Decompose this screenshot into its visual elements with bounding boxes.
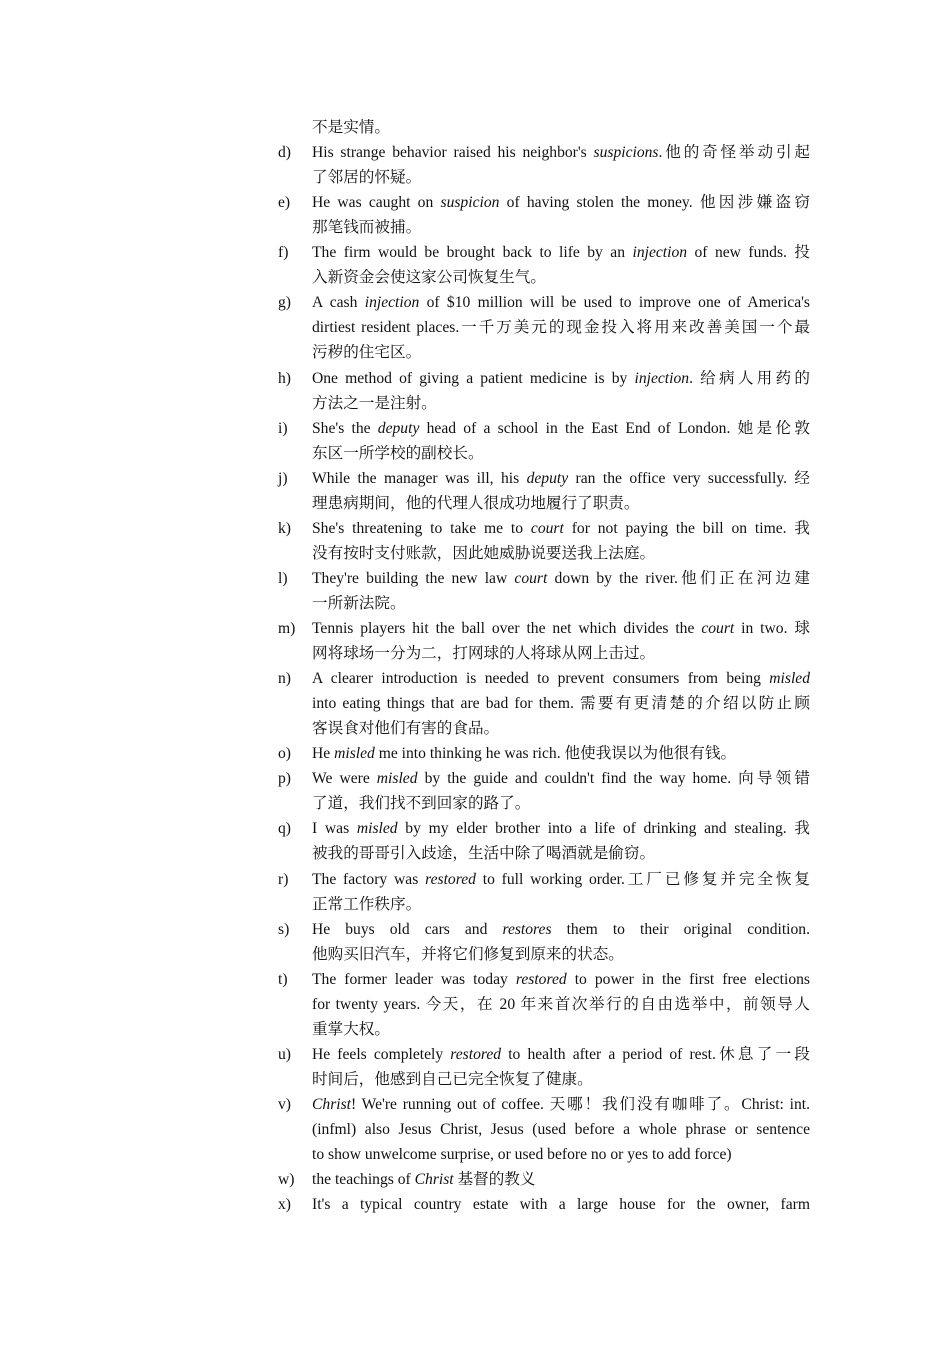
italic-keyword: injection	[634, 370, 690, 387]
item-text-line	[312, 140, 810, 165]
italic-keyword: restores	[502, 921, 552, 938]
item-text-line	[312, 1192, 810, 1217]
text-run: by the guide and couldn't find the way home. 向导领错	[417, 770, 810, 787]
item-text-line	[312, 1042, 810, 1067]
italic-keyword: suspicion	[440, 194, 500, 211]
italic-keyword: court	[701, 620, 735, 637]
italic-keyword: misled	[334, 745, 375, 762]
text-run: (infml) also Jesus Christ, Jesus (used before a whole phrase or sentence	[312, 1121, 810, 1138]
item-label: u)	[278, 1046, 291, 1063]
item-label: d)	[278, 144, 291, 161]
italic-keyword: Christ	[312, 1096, 351, 1113]
text-run: The former leader was today	[312, 971, 516, 988]
italic-keyword: restored	[425, 871, 476, 888]
item-text-line	[312, 441, 810, 466]
item-text-line	[312, 165, 810, 190]
item-label: h)	[278, 370, 291, 387]
italic-keyword: Christ	[414, 1171, 454, 1188]
text-run: of $10 million will be used to improve one of America's	[419, 294, 810, 311]
item-label: j)	[278, 470, 288, 487]
text-run: 那笔钱而被捕。	[312, 219, 422, 236]
text-run: down by the river.他们正在河边建	[547, 570, 810, 587]
item-text-line	[312, 516, 810, 541]
item-text-line	[312, 666, 810, 691]
item-text-line	[312, 892, 810, 917]
text-run: 他购买旧汽车，并将它们修复到原来的状态。	[312, 946, 624, 963]
item-text-line	[312, 340, 810, 365]
text-run: A cash	[312, 294, 365, 311]
item-text-line	[312, 917, 810, 942]
item-text-line	[312, 816, 810, 841]
text-run: The firm would be brought back to life by an	[312, 244, 633, 261]
text-run: The factory was	[312, 871, 426, 888]
text-run: Tennis players hit the ball over the net which divides the	[312, 620, 702, 637]
text-run: 重掌大权。	[312, 1021, 390, 1038]
text-run: head of a school in the East End of London. 她是伦敦	[419, 420, 810, 437]
item-text-line	[312, 491, 810, 516]
item-text-line	[312, 691, 810, 716]
text-run: We were	[312, 770, 377, 787]
item-text-line	[312, 992, 810, 1017]
item-text-line	[312, 366, 810, 391]
text-run: them to their original condition.	[551, 921, 810, 938]
item-label: r)	[278, 871, 289, 888]
text-run: They're building the new law	[312, 570, 515, 587]
italic-keyword: restored	[515, 971, 567, 988]
text-run: 理患病期间，他的代理人很成功地履行了职责。	[312, 495, 640, 512]
text-run: 基督的教义	[453, 1171, 536, 1188]
text-run: the teachings of	[312, 1171, 415, 1188]
item-label: i)	[278, 420, 288, 437]
item-text-line	[312, 967, 810, 992]
text-run: 被我的哥哥引入歧途，生活中除了喝酒就是偷窃。	[312, 845, 656, 862]
text-run: dirtiest resident places.一千万美元的现金投入将用来改善美国一个最	[312, 319, 810, 336]
text-run: 一所新法院。	[312, 595, 406, 612]
text-run: .他的奇怪举动引起	[658, 144, 810, 161]
item-label: k)	[278, 520, 291, 537]
item-label: o)	[278, 745, 291, 762]
text-run: for not paying the bill on time. 我	[563, 520, 810, 537]
text-run: to full working order.工厂已修复并完全恢复	[475, 871, 810, 888]
text-run: 东区一所学校的副校长。	[312, 445, 484, 462]
text-run: 网将球场一分为二，打网球的人将球从网上击过。	[312, 645, 656, 662]
text-run: of having stolen the money. 他因涉嫌盗窃	[499, 194, 810, 211]
item-label: s)	[278, 921, 290, 938]
text-run: While the manager was ill, his	[312, 470, 527, 487]
italic-keyword: misled	[376, 770, 418, 787]
item-text-line	[312, 466, 810, 491]
text-run: 方法之一是注射。	[312, 395, 437, 412]
item-text-line	[312, 791, 810, 816]
text-run: me into thinking he was rich. 他使我误以为他很有钱。	[374, 745, 737, 762]
item-label: x)	[278, 1196, 291, 1213]
text-run: She's threatening to take me to	[312, 520, 531, 537]
item-label: e)	[278, 194, 291, 211]
text-run: 入新资金会使这家公司恢复生气。	[312, 269, 546, 286]
italic-keyword: restored	[450, 1046, 502, 1063]
item-text-line	[312, 591, 810, 616]
text-run: 正常工作秩序。	[312, 896, 422, 913]
italic-keyword: suspicions	[593, 144, 659, 161]
italic-keyword: deputy	[377, 420, 420, 437]
item-text-line	[312, 716, 810, 741]
text-run: ran the office very successfully. 经	[568, 470, 810, 487]
text-run: I was	[312, 820, 357, 837]
item-text-line	[312, 416, 810, 441]
text-run: He feels completely	[312, 1046, 451, 1063]
item-text-line	[312, 741, 810, 766]
item-text-line	[312, 315, 810, 340]
text-run: His strange behavior raised his neighbor's	[312, 144, 594, 161]
text-run: It's a typical country estate with a large house for the owner, farm	[312, 1196, 810, 1213]
item-text-line	[312, 265, 810, 290]
italic-keyword: misled	[769, 670, 810, 687]
text-run: She's the	[312, 420, 378, 437]
text-run: to show unwelcome surprise, or used before no or yes to add force)	[312, 1146, 732, 1163]
item-text-line	[312, 867, 810, 892]
text-run: 污秽的住宅区。	[312, 344, 422, 361]
text-run: He buys old cars and	[312, 921, 503, 938]
text-run: He was caught on	[312, 194, 441, 211]
item-label: f)	[278, 244, 289, 261]
text-run: into eating things that are bad for them. 需要有更清楚的介绍以防止顾	[312, 695, 810, 712]
text-run: ! We're running out of coffee. 天哪！我们没有咖啡了。Christ: int.	[351, 1096, 810, 1113]
item-text-line	[312, 391, 810, 416]
text-run: . 给病人用药的	[689, 370, 810, 387]
text-run: 没有按时支付账款，因此她威胁说要送我上法庭。	[312, 545, 656, 562]
text-run: A clearer introduction is needed to prevent consumers from being	[312, 670, 770, 687]
item-text-line	[312, 215, 810, 240]
item-text-line	[312, 190, 810, 215]
item-text-line	[312, 942, 810, 967]
item-text-line	[312, 1117, 810, 1142]
item-text-line	[312, 541, 810, 566]
text-run: 时间后，他感到自己已完全恢复了健康。	[312, 1071, 593, 1088]
italic-keyword: court	[514, 570, 548, 587]
text-run: 了邻居的怀疑。	[312, 169, 422, 186]
text-run: in two. 球	[734, 620, 810, 637]
item-label: l)	[278, 570, 288, 587]
text-run: 客误食对他们有害的食品。	[312, 720, 500, 737]
item-text-line	[312, 115, 810, 140]
item-label: v)	[278, 1096, 291, 1113]
item-text-line	[312, 616, 810, 641]
item-label: t)	[278, 971, 288, 988]
item-label: g)	[278, 294, 291, 311]
item-label: m)	[278, 620, 296, 637]
item-label: p)	[278, 770, 291, 787]
text-run: to health after a period of rest.休息了一段	[501, 1046, 810, 1063]
item-text-line	[312, 841, 810, 866]
text-run: 了道，我们找不到回家的路了。	[312, 795, 531, 812]
text-run: One method of giving a patient medicine is by	[312, 370, 635, 387]
text-run: for twenty years. 今天，在 20 年来首次举行的自由选举中，前领导人	[312, 996, 810, 1013]
item-text-line	[312, 766, 810, 791]
item-text-line	[312, 1142, 810, 1167]
item-text-line	[312, 566, 810, 591]
item-label: n)	[278, 670, 291, 687]
item-text-line	[312, 1167, 810, 1192]
italic-keyword: injection	[632, 244, 688, 261]
text-run: by my elder brother into a life of drinking and stealing. 我	[397, 820, 810, 837]
item-text-line	[312, 1067, 810, 1092]
item-text-line	[312, 641, 810, 666]
text-run: 不是实情。	[312, 119, 390, 136]
item-label: q)	[278, 820, 291, 837]
item-text-line	[312, 240, 810, 265]
item-text-line	[312, 290, 810, 315]
item-text-line	[312, 1017, 810, 1042]
item-label: w)	[278, 1171, 295, 1188]
italic-keyword: misled	[356, 820, 398, 837]
italic-keyword: injection	[364, 294, 420, 311]
text-run: of new funds. 投	[687, 244, 810, 261]
text-run: He	[312, 745, 335, 762]
text-run: to power in the first free elections	[566, 971, 810, 988]
item-text-line	[312, 1092, 810, 1117]
italic-keyword: deputy	[526, 470, 569, 487]
italic-keyword: court	[530, 520, 564, 537]
